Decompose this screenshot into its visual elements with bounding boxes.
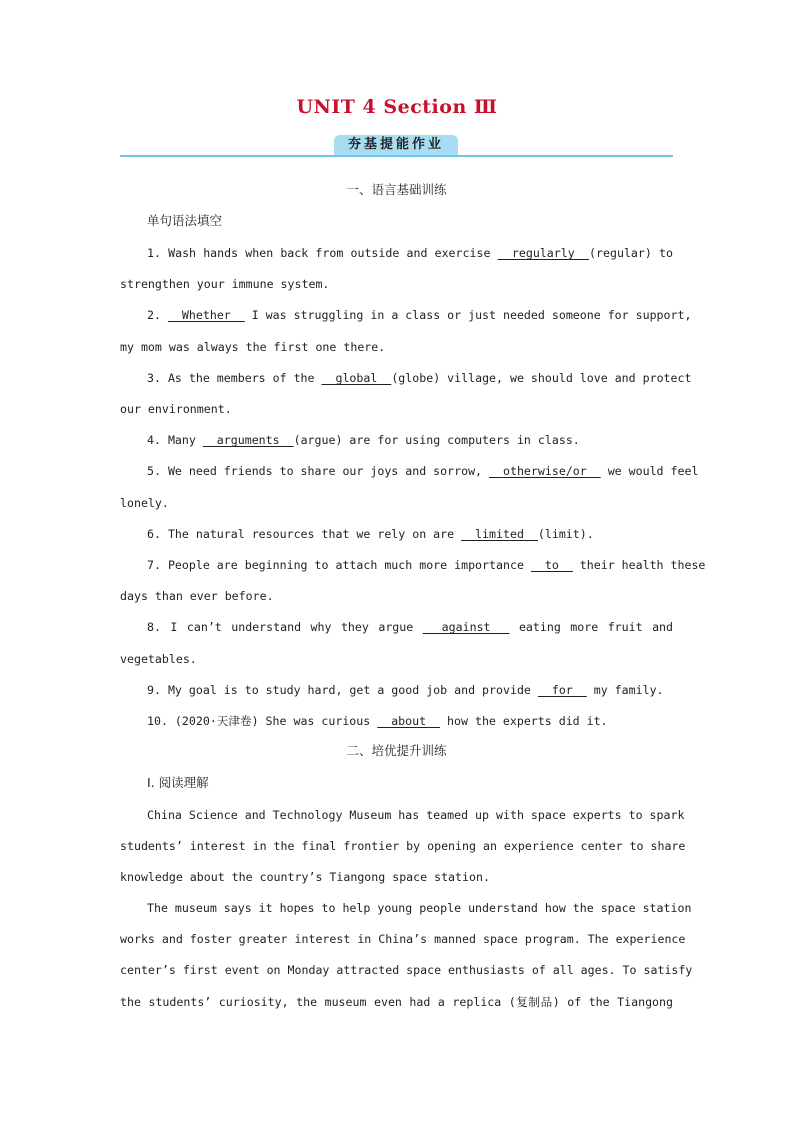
- question-8-line-2: vegetables.: [120, 652, 197, 666]
- answer-blank: for: [537, 683, 587, 697]
- passage-p1-line-3: knowledge about the country’s Tiangong space station.: [120, 870, 490, 884]
- answer-blank: Whether: [167, 308, 245, 322]
- question-3-line-1: 3. As the members of the global (globe) village, we should love and protect: [147, 371, 692, 385]
- question-2-line-2: my mom was always the first one there.: [120, 340, 386, 354]
- passage-p2-line-1: The museum says it hopes to help young people understand how the space station: [147, 901, 692, 915]
- answer-blank: limited: [461, 527, 538, 541]
- section2-heading: 二、培优提升训练: [346, 743, 447, 758]
- question-6: 6. The natural resources that we rely on are limited (limit).: [147, 527, 594, 541]
- answer-blank: to: [530, 558, 573, 572]
- question-1-line-2: strengthen your immune system.: [120, 277, 330, 291]
- passage-p2-line-4: the students’ curiosity, the museum even had a replica (复制品) of the Tiangong: [120, 995, 673, 1009]
- question-4: 4. Many arguments (argue) are for using computers in class.: [147, 433, 580, 447]
- section1-heading: 一、语言基础训练: [346, 182, 447, 197]
- answer-blank: otherwise/or: [489, 464, 601, 478]
- passage-p1-line-1: China Science and Technology Museum has teamed up with space experts to spark: [147, 808, 685, 822]
- answer-blank: arguments: [202, 433, 294, 447]
- passage-p2-line-3: center’s first event on Monday attracted space enthusiasts of all ages. To satisfy: [120, 963, 693, 977]
- section2-subheading: Ⅰ. 阅读理解: [147, 775, 209, 790]
- answer-blank: against: [422, 620, 510, 634]
- answer-blank: global: [321, 371, 392, 385]
- answer-blank: about: [377, 714, 441, 728]
- question-7-line-1: 7. People are beginning to attach much more importance to their health these: [147, 558, 706, 572]
- passage-p1-line-2: students’ interest in the final frontier by opening an experience center to share: [120, 839, 686, 853]
- section1-subheading: 单句语法填空: [147, 213, 223, 228]
- question-2-line-1: 2. Whether I was struggling in a class or just needed someone for support,: [147, 308, 692, 322]
- question-10: 10. (2020·天津卷) She was curious about how the experts did it.: [147, 714, 608, 728]
- banner-divider: [120, 155, 673, 157]
- question-9: 9. My goal is to study hard, get a good job and provide for my family.: [147, 683, 664, 697]
- passage-p2-line-2: works and foster greater interest in China’s manned space program. The experience: [120, 932, 686, 946]
- homework-banner: 夯基提能作业: [334, 135, 458, 155]
- question-3-line-2: our environment.: [120, 402, 232, 416]
- answer-blank: regularly: [497, 246, 590, 260]
- question-8-line-1: 8. I can’t understand why they argue against eating more fruit and: [147, 620, 674, 634]
- question-1-line-1: 1. Wash hands when back from outside and exercise regularly (regular) to: [147, 246, 673, 260]
- page-title: UNIT 4 Section Ⅲ: [296, 96, 498, 118]
- question-5-line-1: 5. We need friends to share our joys and sorrow, otherwise/or we would feel: [147, 464, 699, 478]
- question-5-line-2: lonely.: [120, 496, 169, 510]
- question-7-line-2: days than ever before.: [120, 589, 274, 603]
